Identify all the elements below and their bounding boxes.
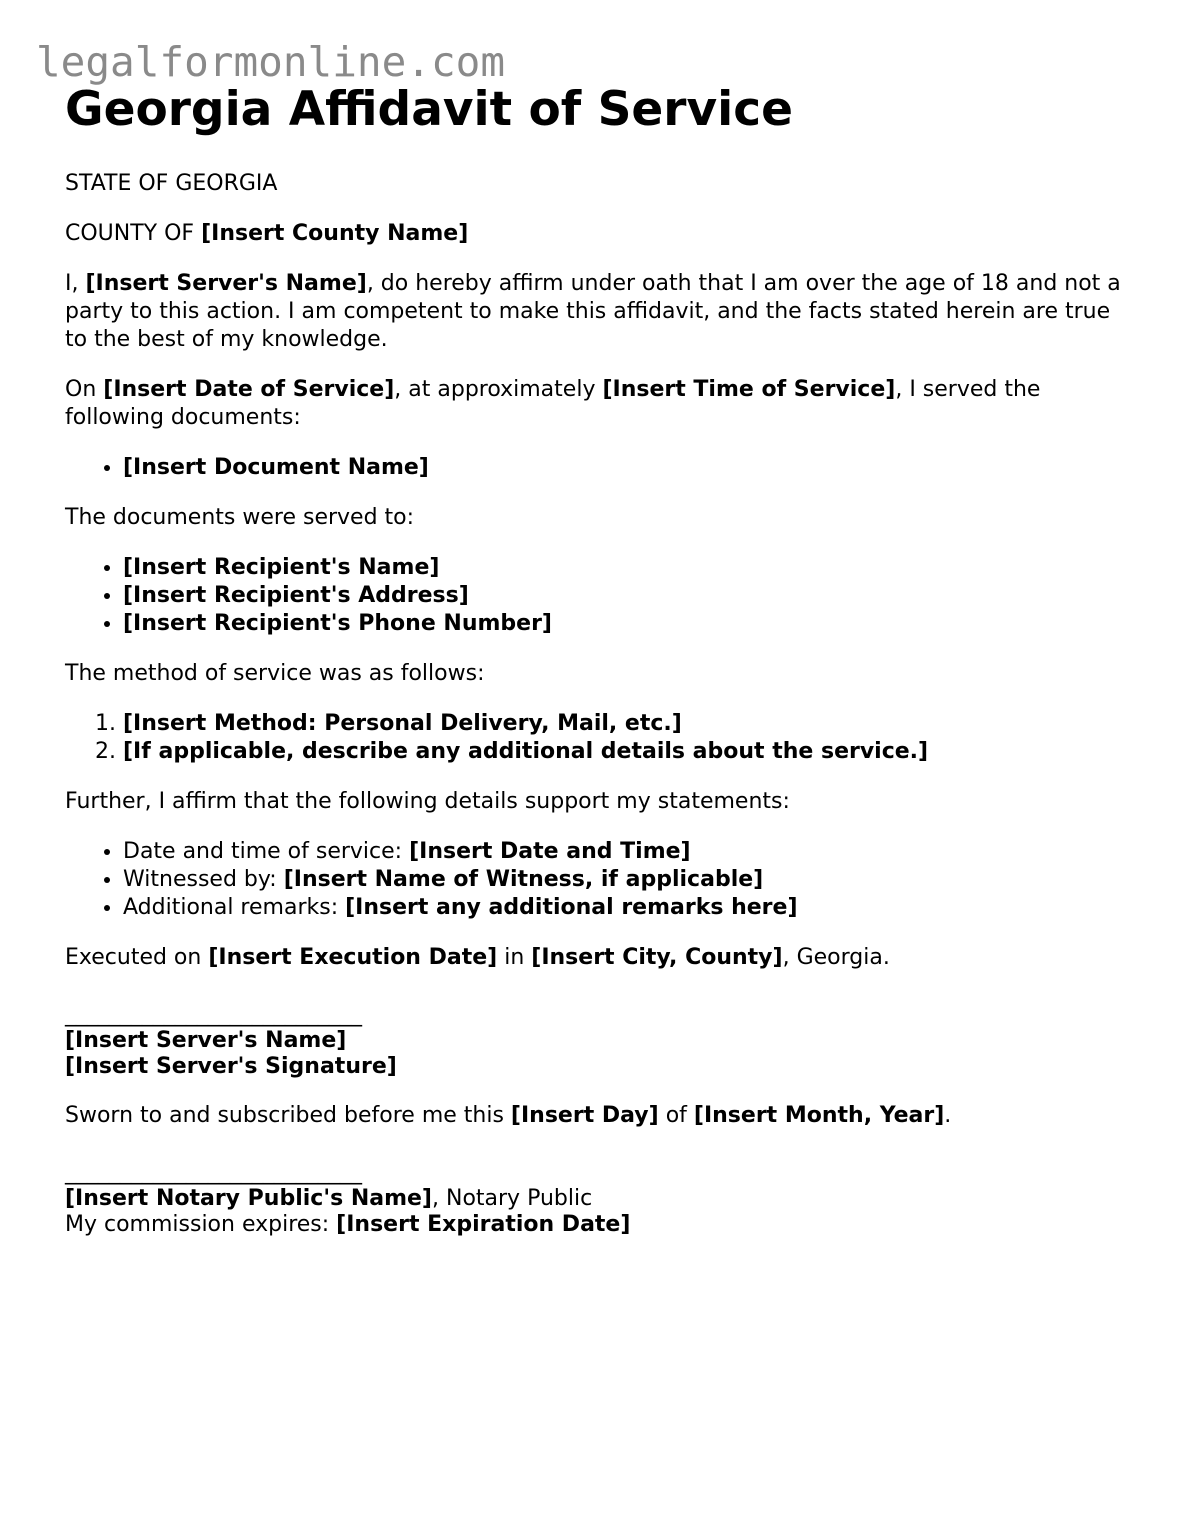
recipient-phone-placeholder: [Insert Recipient's Phone Number]	[123, 611, 552, 636]
service-prefix: On	[65, 377, 104, 402]
list-item	[123, 738, 1125, 766]
execution-place-placeholder: [Insert City, County]	[531, 945, 783, 970]
recipient-name-placeholder: [Insert Recipient's Name]	[123, 555, 440, 580]
list-item	[123, 582, 1125, 610]
county-placeholder: [Insert County Name]	[201, 221, 469, 246]
list-item	[123, 710, 1125, 738]
list-item	[123, 894, 1125, 922]
commission-label: My commission expires:	[65, 1212, 337, 1237]
detail-value: [Insert Date and Time]	[409, 839, 691, 864]
sworn-day-placeholder: [Insert Day]	[510, 1103, 659, 1128]
county-line	[65, 220, 1125, 248]
detail-value: [Insert any additional remarks here]	[345, 895, 798, 920]
documents-list	[65, 454, 1125, 482]
detail-value: [Insert Name of Witness, if applicable]	[283, 867, 764, 892]
notary-title: , Notary Public	[432, 1186, 593, 1211]
notary-block	[65, 1160, 1125, 1238]
document-body	[65, 170, 1125, 1260]
notary-name-placeholder: [Insert Notary Public's Name]	[65, 1186, 432, 1211]
sworn-middle: of	[658, 1103, 694, 1128]
list-item	[123, 838, 1125, 866]
detail-label: Date and time of service:	[123, 839, 410, 864]
state-line: STATE OF GEORGIA	[65, 171, 278, 196]
signature-line: ___________________________	[65, 1002, 362, 1027]
methods-list	[65, 710, 1125, 766]
list-item	[123, 866, 1125, 894]
server-signature-block	[65, 1002, 1125, 1080]
executed-suffix: , Georgia.	[782, 945, 890, 970]
signature-line: ___________________________	[65, 1160, 362, 1185]
recipient-address-placeholder: [Insert Recipient's Address]	[123, 583, 469, 608]
service-date-placeholder: [Insert Date of Service]	[103, 377, 395, 402]
executed-middle: in	[497, 945, 532, 970]
oath-text: , do hereby affirm under oath that I am over the age of 18 and not a party to this action. I am competent to make this affidavit, and the facts stated herein are true to the best of my knowledge.	[65, 271, 1121, 352]
executed-line	[65, 944, 1125, 972]
method-placeholder: [Insert Method: Personal Delivery, Mail, etc.]	[123, 711, 682, 736]
method-details-placeholder: [If applicable, describe any additional details about the service.]	[123, 739, 929, 764]
service-suffix: , I served the following documents:	[65, 377, 1041, 430]
sworn-line	[65, 1102, 1125, 1130]
watermark: legalformonline.com	[36, 38, 505, 86]
sworn-prefix: Sworn to and subscribed before me this	[65, 1103, 511, 1128]
document-title: Georgia Affidavit of Service	[65, 82, 793, 137]
list-item	[123, 454, 1125, 482]
commission-date-placeholder: [Insert Expiration Date]	[336, 1212, 631, 1237]
oath-paragraph	[65, 270, 1125, 354]
method-intro: The method of service was as follows:	[65, 661, 485, 686]
served-to-intro: The documents were served to:	[65, 505, 415, 530]
server-name-placeholder: [Insert Server's Name]	[85, 271, 367, 296]
service-paragraph	[65, 376, 1125, 432]
detail-label: Additional remarks:	[123, 895, 346, 920]
execution-date-placeholder: [Insert Execution Date]	[208, 945, 498, 970]
server-signature-placeholder: [Insert Server's Signature]	[65, 1054, 397, 1079]
list-item	[123, 554, 1125, 582]
oath-prefix: I,	[65, 271, 86, 296]
details-list	[65, 838, 1125, 922]
sworn-suffix: .	[944, 1103, 952, 1128]
list-item	[123, 610, 1125, 638]
executed-prefix: Executed on	[65, 945, 209, 970]
document-name-placeholder: [Insert Document Name]	[123, 455, 429, 480]
server-name-signature-placeholder: [Insert Server's Name]	[65, 1028, 347, 1053]
recipients-list	[65, 554, 1125, 638]
service-time-placeholder: [Insert Time of Service]	[602, 377, 896, 402]
county-prefix: COUNTY OF	[65, 221, 202, 246]
detail-label: Witnessed by:	[123, 867, 284, 892]
details-intro: Further, I affirm that the following details support my statements:	[65, 789, 790, 814]
sworn-month-year-placeholder: [Insert Month, Year]	[693, 1103, 945, 1128]
service-middle: , at approximately	[394, 377, 603, 402]
